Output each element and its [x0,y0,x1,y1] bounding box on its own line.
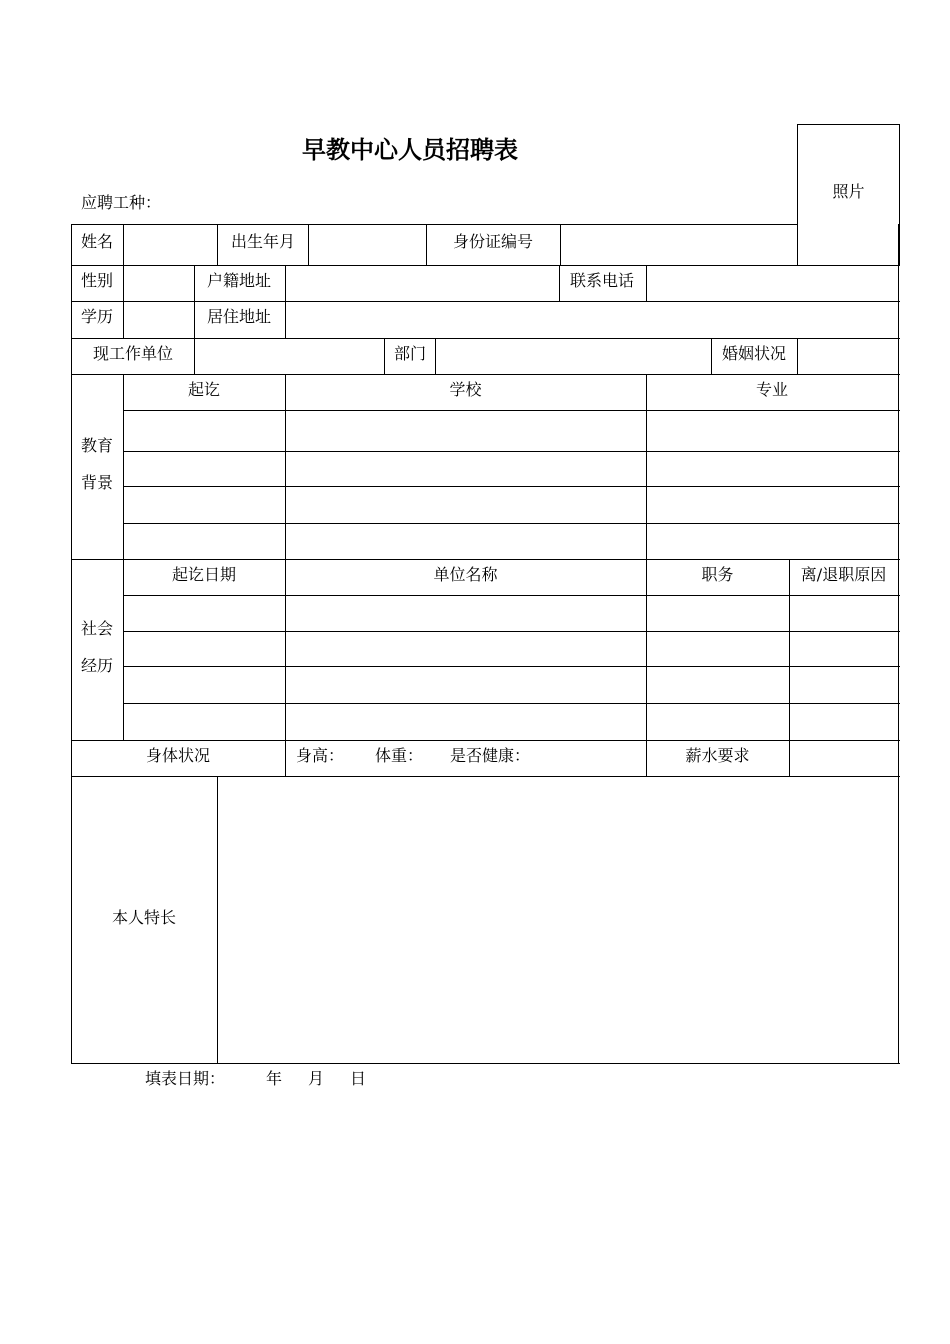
weight-label: 体重： [375,746,424,765]
health-label: 身体状况 [145,746,210,765]
work-section-label-2: 经历 [80,656,113,675]
phone-label: 联系电话 [570,271,635,290]
work-header-employer: 单位名称 [433,565,498,584]
education-header-school: 学校 [449,380,482,399]
salary-label: 薪水要求 [685,746,750,765]
phone-field[interactable] [647,266,897,300]
marital-field[interactable] [798,339,897,373]
residence-field[interactable] [286,302,897,337]
work-rows[interactable] [124,596,898,740]
education-field[interactable] [124,302,193,337]
work-section-label-1: 社会 [80,619,113,638]
gender-label: 性别 [81,271,114,290]
date-label: 填表日期： [145,1069,226,1088]
residence-label: 居住地址 [207,307,272,326]
education-section-label-2: 背景 [80,473,113,492]
id-number-field[interactable] [561,225,796,264]
gender-field[interactable] [124,266,193,300]
height-label: 身高： [296,746,345,765]
education-label: 学历 [81,307,114,326]
id-number-label: 身份证编号 [453,232,534,251]
date-month: 月 [308,1069,325,1088]
position-label: 应聘工种： [81,193,162,212]
education-section-label-1: 教育 [80,436,113,455]
date-year: 年 [266,1069,283,1088]
work-header-title: 职务 [701,565,734,584]
department-label: 部门 [394,344,427,363]
date-day: 日 [350,1069,367,1088]
photo-label: 照片 [832,182,865,201]
name-label: 姓名 [81,232,114,251]
healthy-label: 是否健康： [450,746,531,765]
education-header-period: 起讫 [187,380,220,399]
current-employer-label: 现工作单位 [93,344,174,363]
current-employer-field[interactable] [195,339,383,373]
salary-field[interactable] [790,741,897,775]
work-header-period: 起讫日期 [171,565,236,584]
education-rows[interactable] [124,411,898,559]
department-field[interactable] [436,339,710,373]
form-title: 早教中心人员招聘表 [302,136,518,164]
specialty-field[interactable] [218,777,897,1062]
hukou-field[interactable] [286,266,558,300]
marital-label: 婚姻状况 [722,344,787,363]
birth-field[interactable] [309,225,425,264]
hukou-label: 户籍地址 [207,271,272,290]
name-field[interactable] [124,225,216,264]
specialty-label: 本人特长 [111,908,176,927]
birth-label: 出生年月 [231,232,296,251]
work-header-leave-reason: 离/退职原因 [800,565,887,584]
education-header-major: 专业 [755,380,788,399]
